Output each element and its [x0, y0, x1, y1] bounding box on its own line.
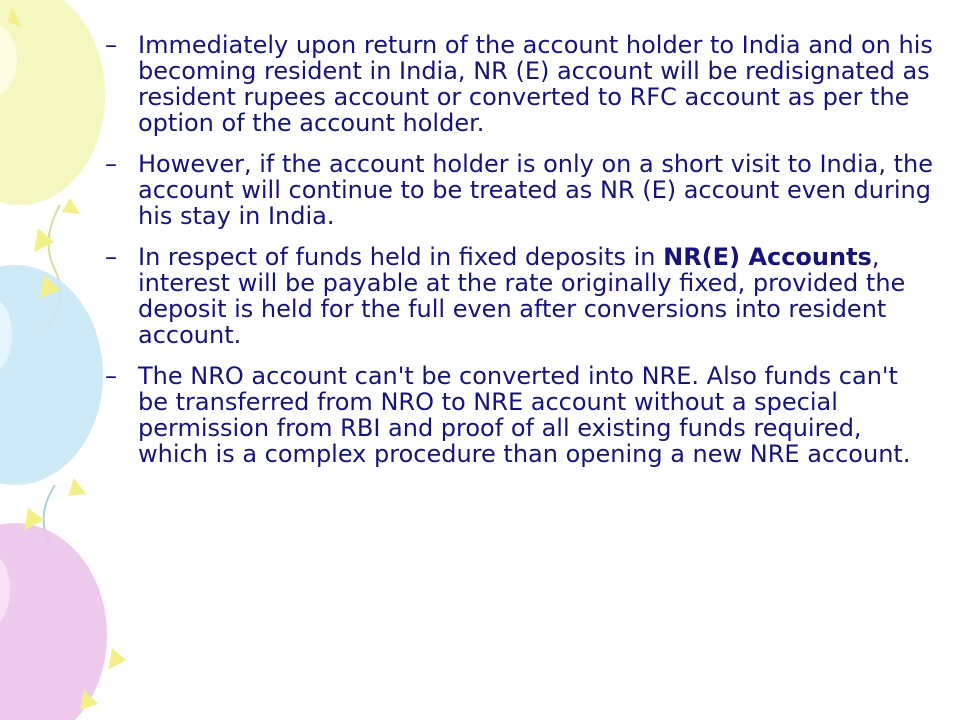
bullet-text: [138, 362, 910, 468]
bullet-item: [105, 244, 935, 348]
bullet-item: [105, 363, 935, 467]
pink-balloon-icon: [0, 523, 107, 720]
bullet-text: [138, 31, 933, 137]
bullet-text: [138, 243, 905, 349]
bullet-text-part: In respect of funds held in fixed deposits in: [138, 243, 664, 271]
sparkle-icon: [62, 198, 80, 214]
bullet-dash-icon: –: [105, 243, 117, 271]
bullet-list: [105, 32, 935, 482]
bullet-text-bold: NR(E) Accounts: [663, 243, 872, 271]
sparkle-icon: [34, 228, 54, 252]
blue-balloon-icon: [0, 265, 103, 485]
bullet-text-part: , interest will be payable at the rate originally fixed, provided the deposit is held for the full even after conversions into resident account.: [138, 243, 906, 349]
bullet-text: [138, 150, 933, 230]
sparkle-icon: [108, 648, 126, 670]
bullet-item: [105, 32, 935, 136]
bullet-text-part: Immediately upon return of the account holder to India and on his becoming resident in India, NR (E) account will be redisignated as resident rupees account or converted to RFC account as per the option of the account holder.: [138, 31, 933, 137]
bullet-dash-icon: –: [105, 31, 117, 59]
bullet-dash-icon: –: [105, 150, 117, 178]
bullet-text-part: The NRO account can't be converted into NRE. Also funds can't be transferred from NRO to NRE account without a special permission from RBI and proof of all existing funds required, which is a complex procedure than opening a new NRE account.: [138, 362, 911, 468]
bullet-dash-icon: –: [105, 362, 117, 390]
sparkle-icon: [68, 478, 86, 496]
yellow-balloon-icon: [0, 0, 105, 205]
bullet-item: [105, 151, 935, 229]
bullet-text-part: However, if the account holder is only on a short visit to India, the account will continue to be treated as NR (E) account even during his stay in India.: [138, 150, 933, 230]
